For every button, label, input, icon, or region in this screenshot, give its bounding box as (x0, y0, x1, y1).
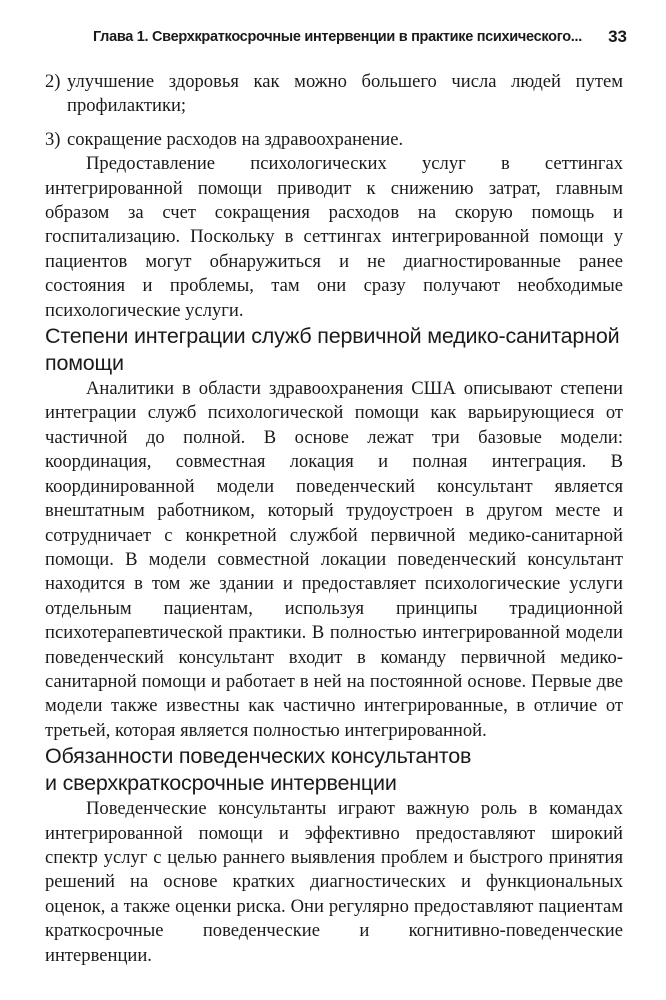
running-header (0, 27, 666, 51)
running-title: Глава 1. Сверхкраткосрочные интервенции в практике психического... (92, 29, 582, 45)
paragraph-integration-models: Аналитики в области здравоохранения США описывают степени интеграции служб психологической помощи как варьирующиеся от частичной до полной. В основе лежат три базовые модели: координация, совместная локация и полная интеграция. В координированной модели поведенческий консультант является внештатным работником, который трудоустроен в другом месте и сотрудничает с конкретной службой первичной медико-санитарной помощи. В модели совместной локации поведенческий консультант находится в том же здании и предоставляет психологические услуги отдельным пациентам, используя принципы традиционной психотерапевтической практики. В полностью интегрированной модели поведенческий консультант входит в команду первичной медико-санитарной помощи и работает в ней на постоянной основе. Первые две модели также известны как частично интегрированные, в отличие от третьей, которая является полностью интегрированной. (45, 378, 623, 741)
list-item-text: улучшение здоровья как можно большего числа людей путем профилактики; (67, 71, 623, 117)
heading-line: Обязанности поведенческих консультантов (45, 744, 472, 769)
paragraph-consultant-role: Поведенческие консультанты играют важную роль в командах интегрированной помощи и эффективно предоставляют широкий спектр услуг с целью раннего выявления проблем и быстрого принятия решений на основе кратких диагностических и функциональных оценок, а также оценки риска. Они регулярно предоставляют пациентам краткосрочные поведенческие и когнитивно-поведенческие интервенции. (45, 798, 623, 966)
page-number: 33 (608, 27, 627, 46)
page-body (45, 70, 623, 968)
section-heading-consultant-duties (45, 743, 623, 797)
section-heading-integration-degrees: Степени интеграции служб первичной медико-санитарной помощи (45, 324, 620, 376)
heading-line: и сверхкраткосрочные интервенции (45, 771, 397, 796)
list-item (45, 70, 623, 119)
list-item (45, 128, 623, 152)
list-item-number: 3) (45, 128, 61, 150)
list-item-number: 2) (45, 71, 61, 92)
list-item-text: сокращение расходов на здравоохранение. (67, 128, 404, 150)
paragraph-integrated-care-costs: Предоставление психологических услуг в сеттингах интегрированной помощи приводит к снижению затрат, главным образом за счет сокращения расходов на скорую помощь и госпитализацию. Поскольку в сеттингах интегрированной помощи у пациентов могут обнаружиться и не диагностированные ранее состояния и проблемы, там они сразу получают необходимые психологические услуги. (45, 153, 623, 321)
